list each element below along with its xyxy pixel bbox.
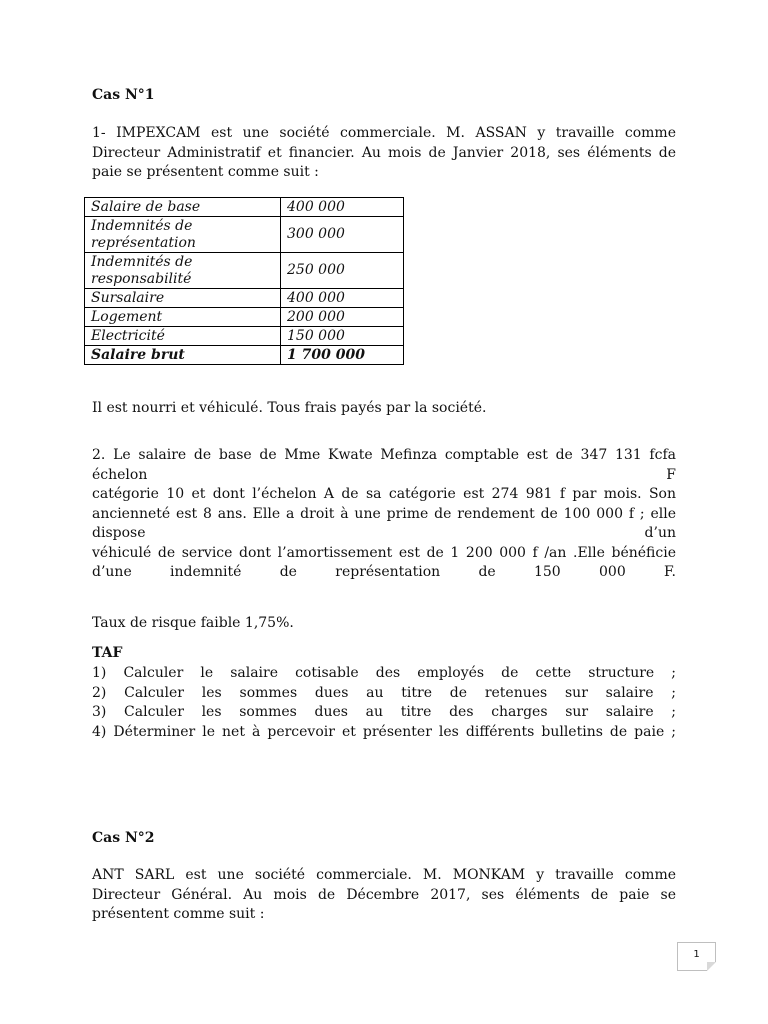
table-total-row [85, 346, 404, 365]
page-number [677, 942, 716, 971]
table-row [85, 253, 404, 289]
total-value: 1 700 000 [281, 346, 404, 365]
paragraph-line: échelon F [92, 466, 676, 483]
paragraph-line: 2. Le salaire de base de Mme Kwate Mefinza comptable est de 347 131 fcfa [92, 447, 676, 463]
table-row [85, 327, 404, 346]
payroll-table [84, 197, 404, 365]
list-item: 3) Calculer les sommes dues au titre des charges sur salaire ; [92, 704, 676, 720]
paragraph-line: véhiculé de service dont l’amortissement est de 1 200 000 f /an .Elle bénéficie [92, 544, 676, 561]
case1-note: Il est nourri et véhiculé. Tous frais payés par la société. [92, 400, 487, 416]
row-value: 400 000 [281, 289, 404, 308]
paragraph-line: ancienneté est 8 ans. Elle a droit à une prime de rendement de 100 000 f ; elle [92, 505, 676, 522]
row-value: 150 000 [281, 327, 404, 346]
paragraph-line: d’une indemnité de représentation de 150 000 F. [92, 564, 676, 580]
paragraph-line: dispose d’un [92, 525, 676, 541]
row-label: Logement [85, 308, 281, 327]
list-item: 1) Calculer le salaire cotisable des employés de cette structure ; [92, 665, 676, 681]
taf-list [92, 664, 676, 742]
table-row [85, 308, 404, 327]
row-label: Electricité [85, 327, 281, 346]
risk-rate: Taux de risque faible 1,75%. [92, 615, 294, 631]
case1-paragraph-2 [92, 446, 676, 583]
taf-title: TAF [92, 645, 123, 661]
table-row [85, 198, 404, 217]
row-value: 200 000 [281, 308, 404, 327]
case1-title: Cas N°1 [92, 87, 155, 103]
table-row [85, 217, 404, 253]
row-value: 250 000 [281, 253, 404, 289]
table-row [85, 289, 404, 308]
case1-intro: 1- IMPEXCAM est une société commerciale. M. ASSAN y travaille comme Directeur Administratif et financier. Au mois de Janvier 2018, ses éléments de paie se présentent comme suit : [92, 125, 676, 180]
list-item: 4) Déterminer le net à percevoir et présenter les différents bulletins de paie ; [92, 723, 676, 740]
case2-intro: ANT SARL est une société commerciale. M. MONKAM y travaille comme Directeur Général. Au mois de Décembre 2017, ses éléments de paie se présentent comme suit : [92, 867, 676, 922]
total-label: Salaire brut [85, 346, 281, 365]
row-value: 300 000 [281, 217, 404, 253]
row-value: 400 000 [281, 198, 404, 217]
row-label: Sursalaire [85, 289, 281, 308]
row-label: Salaire de base [85, 198, 281, 217]
list-item: 2) Calculer les sommes dues au titre de retenues sur salaire ; [92, 684, 676, 701]
page-number-text: 1 [693, 949, 700, 960]
row-label: Indemnités de représentation [85, 217, 281, 253]
row-label: Indemnités de responsabilité [85, 253, 281, 289]
case2-title: Cas N°2 [92, 830, 155, 846]
paragraph-line: catégorie 10 et dont l’échelon A de sa catégorie est 274 981 f par mois. Son [92, 486, 676, 502]
page-fold-corner [707, 962, 716, 971]
